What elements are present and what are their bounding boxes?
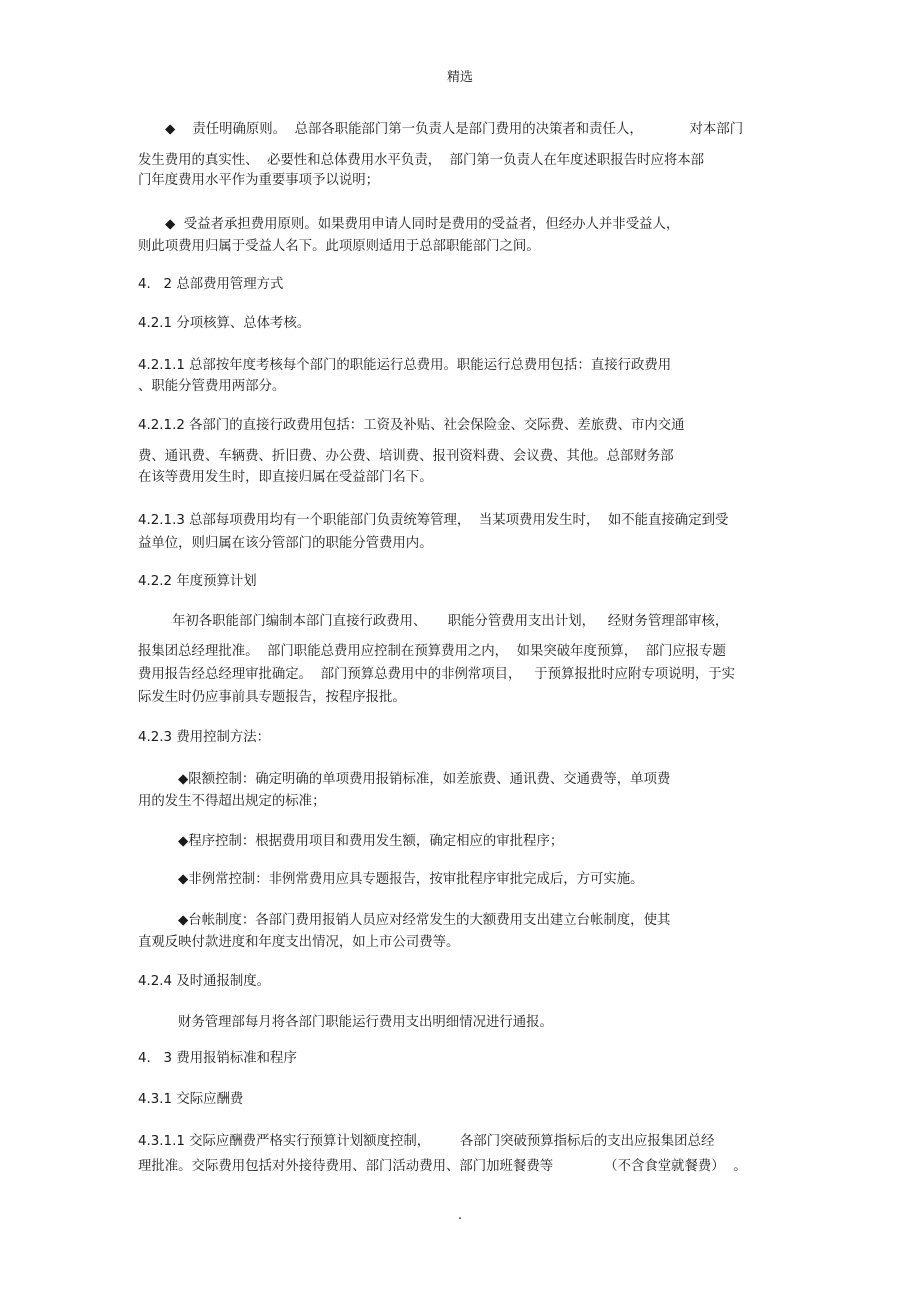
bullet-ledger-system: ◆台帐制度：各部门费用报销人员应对经常发生的大额费用支出建立台帐制度，使其	[178, 913, 671, 928]
line-17: 报集团总经理批准。 部门职能总费用应控制在预算费用之内， 如果突破年度预算， 部门应报专题	[138, 644, 726, 659]
line-2: 发生费用的真实性、 必要性和总体费用水平负责， 部门第一负责人在年度述职报告时应将本部	[138, 153, 705, 168]
line-16: 年初各职能部门编制本部门直接行政费用、 职能分管费用支出计划， 经财务管理部审核，	[172, 614, 729, 629]
line-22: 用的发生不得超出规定的标准；	[138, 794, 326, 809]
subsection-heading: 4.2.4 及时通报制度。	[138, 974, 271, 989]
bullet-limit-control: ◆限额控制：确定明确的单项费用报销标准，如差旅费、通讯费、交通费等，单项费	[178, 772, 671, 787]
line-1: ◆ 责任明确原则。 总部各职能部门第一负责人是部门费用的决策者和责任人， 对本部门	[165, 122, 744, 137]
line-8: 4.2.1.1 总部按年度考核每个部门的职能运行总费用。职能运行总费用包括：直接行政费用	[138, 358, 672, 373]
line-14: 益单位，则归属在该分管部门的职能分管费用内。	[138, 536, 433, 551]
line-18: 费用报告经总经理审批确定。 部门预算总费用中的非例常项目， 于预算报批时应附专项说明，于实	[138, 667, 736, 682]
bullet-exception-control: ◆非例常控制：非例常费用应具专题报告，按审批程序审批完成后，方可实施。	[178, 872, 644, 887]
line-3: 门年度费用水平作为重要事项予以说明；	[138, 173, 380, 188]
line-9: 、职能分管费用两部分。	[138, 379, 286, 394]
page-footer: .	[458, 1208, 463, 1223]
bullet-procedure-control: ◆程序控制：根据费用项目和费用发生额，确定相应的审批程序；	[178, 834, 564, 849]
line-5: 则此项费用归属于受益人名下。此项原则适用于总部职能部门之间。	[138, 239, 540, 254]
subsection-heading: 4.2.3 费用控制方法：	[138, 730, 271, 745]
subsection-heading: 4.2.2 年度预算计划	[138, 574, 257, 589]
line-11: 费、通讯费、车辆费、折旧费、办公费、培训费、报刊资料费、会议费、其他。总部财务部	[138, 449, 674, 464]
page-header: 精选	[446, 70, 473, 85]
section-heading: 4. 2 总部费用管理方式	[138, 277, 284, 292]
line-32: 理批准。交际费用包括对外接待费用、部门活动费用、部门加班餐费等 （不含食堂就餐费） 。	[138, 1159, 747, 1174]
section-heading: 4. 3 费用报销标准和程序	[138, 1051, 297, 1066]
line-19: 际发生时仍应事前具专题报告，按程序报批。	[138, 690, 406, 705]
subsection-heading: 4.3.1 交际应酬费	[138, 1092, 244, 1107]
line-10: 4.2.1.2 各部门的直接行政费用包括：工资及补贴、社会保险金、交际费、差旅费、市内交通	[138, 418, 685, 433]
line-13: 4.2.1.3 总部每项费用均有一个职能部门负责统筹管理， 当某项费用发生时， 如不能直接确定到受	[138, 513, 729, 528]
line-12: 在该等费用发生时，即直接归属在受益部门名下。	[138, 470, 433, 485]
line-26: 直观反映付款进度和年度支出情况，如上市公司费等。	[138, 935, 460, 950]
subsection-heading: 4.2.1 分项核算、总体考核。	[138, 316, 311, 331]
line-28: 财务管理部每月将各部门职能运行费用支出明细情况进行通报。	[178, 1015, 553, 1030]
line-31: 4.3.1.1 交际应酬费严格实行预算计划额度控制， 各部门突破预算指标后的支出应报集团总经	[138, 1134, 715, 1149]
line-4: ◆ 受益者承担费用原则。如果费用申请人同时是费用的受益者，但经办人并非受益人，	[165, 217, 680, 232]
